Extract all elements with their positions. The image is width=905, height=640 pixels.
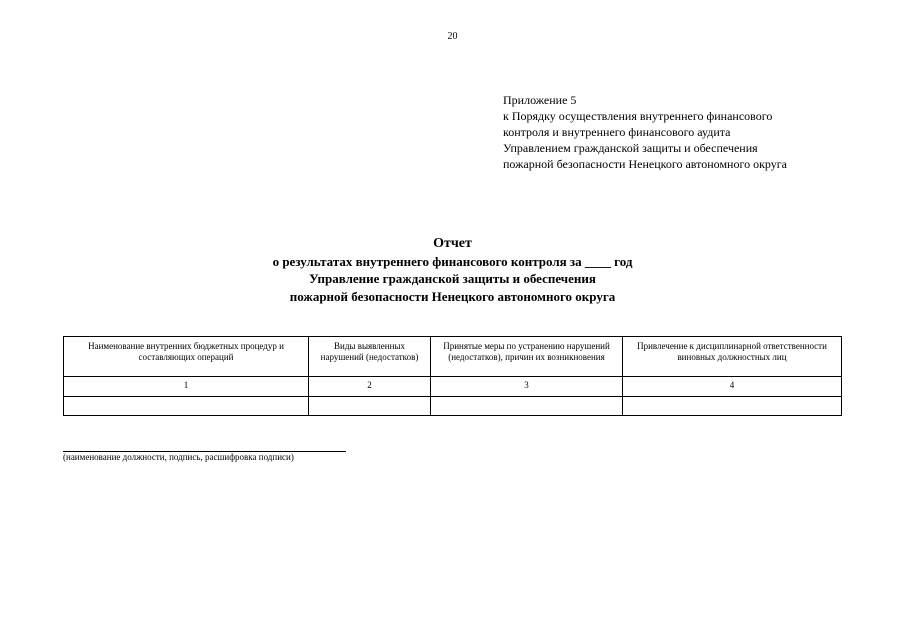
column-header: Привлечение к дисциплинарной ответственности виновных должностных лиц: [623, 337, 842, 377]
column-header: Принятые меры по устранению нарушений (недостатков), причин их возникновения: [431, 337, 623, 377]
table-row: [64, 397, 842, 416]
signature-caption: (наименование должности, подпись, расшифровка подписи): [63, 452, 294, 462]
report-table: [63, 336, 842, 416]
appendix-line: контроля и внутреннего финансового аудита: [503, 125, 731, 139]
table-header-row: [64, 337, 842, 377]
column-header: Виды выявленных нарушений (недостатков): [309, 337, 431, 377]
appendix-line: Приложение 5: [503, 93, 577, 107]
column-header: Наименование внутренних бюджетных процедур и составляющих операций: [64, 337, 309, 377]
title-line: Управление гражданской защиты и обеспечения: [309, 271, 596, 286]
title-line: Отчет: [433, 236, 472, 251]
title-line: пожарной безопасности Ненецкого автономного округа: [289, 288, 616, 304]
table-cell: [431, 397, 623, 416]
column-number: 4: [623, 377, 842, 397]
column-number: 1: [64, 377, 309, 397]
table-cell: [64, 397, 309, 416]
column-number: 2: [309, 377, 431, 397]
column-number: 3: [431, 377, 623, 397]
table-cell: [309, 397, 431, 416]
page-number: 20: [447, 31, 458, 42]
appendix-line: к Порядку осуществления внутреннего финансового: [503, 109, 773, 123]
table-cell: [623, 397, 842, 416]
report-title: [0, 235, 905, 305]
title-line: о результатах внутреннего финансового контроля за ____ год: [272, 253, 633, 269]
table-number-row: [64, 377, 842, 397]
appendix-line: Управлением гражданской защиты и обеспечения: [503, 141, 758, 155]
appendix-line: пожарной безопасности Ненецкого автономного округа: [503, 157, 787, 171]
appendix-note: [503, 92, 883, 172]
